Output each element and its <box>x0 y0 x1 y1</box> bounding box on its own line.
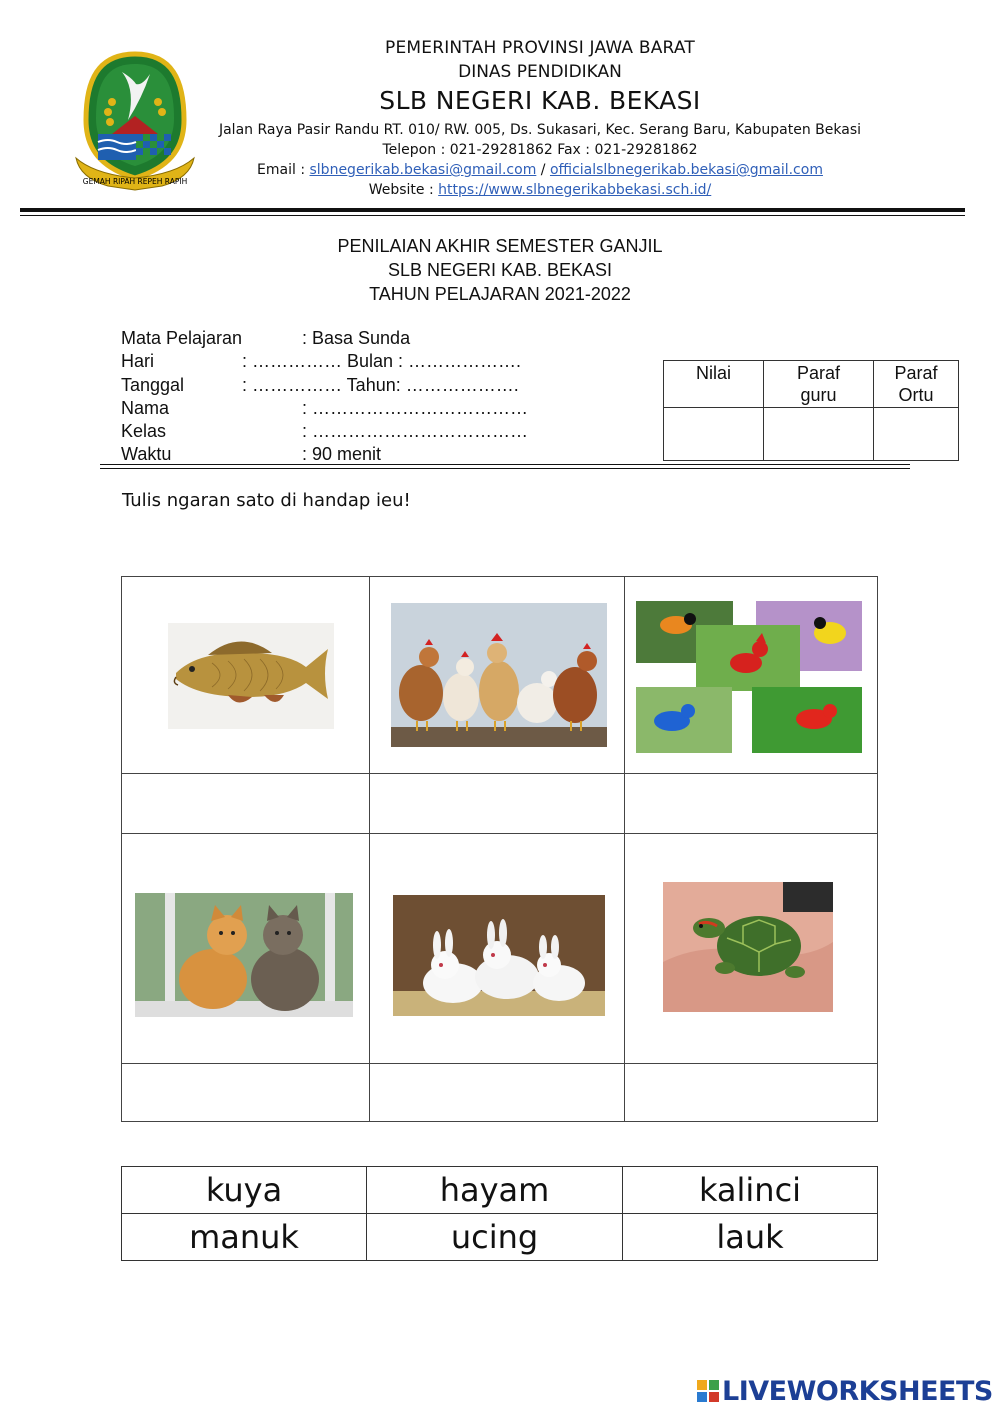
name-field: : ……………………………… <box>302 398 529 418</box>
picture-cell <box>625 834 878 1064</box>
day-month-field: : …………… Bulan : ………………. <box>242 351 522 371</box>
answer-cell[interactable] <box>625 1064 878 1122</box>
exam-year: TAHUN PELAJARAN 2021-2022 <box>369 284 631 304</box>
info-divider-2 <box>100 468 910 469</box>
website-link[interactable]: https://www.slbnegerikabbekasi.sch.id/ <box>438 182 712 198</box>
word-option[interactable]: kalinci <box>623 1167 878 1214</box>
date-label: Tanggal <box>121 375 185 395</box>
exam-title: PENILAIAN AKHIR SEMESTER GANJIL <box>337 236 663 256</box>
picture-cell <box>370 577 625 774</box>
score-header-paraf-guru: Paraf guru <box>764 361 874 408</box>
class-field: : ……………………………… <box>302 421 529 441</box>
email-separator: / <box>540 162 546 178</box>
email-link-1[interactable]: slbnegerikab.bekasi@gmail.com <box>309 162 537 178</box>
time-value: : 90 menit <box>302 444 382 464</box>
rabbits-photo <box>393 895 605 1016</box>
name-label: Nama <box>121 398 170 418</box>
liveworksheets-brand <box>697 1376 993 1407</box>
email-link-2[interactable]: officialslbnegerikab.bekasi@gmail.com <box>549 162 823 178</box>
score-cell-paraf-ortu[interactable] <box>874 408 959 461</box>
word-option[interactable]: manuk <box>122 1214 367 1261</box>
word-option[interactable]: kuya <box>122 1167 367 1214</box>
subject-value: : Basa Sunda <box>302 328 411 348</box>
word-option[interactable]: hayam <box>367 1167 623 1214</box>
letterhead-address: Jalan Raya Pasir Randu RT. 010/ RW. 005, Ds. Sukasari, Kec. Serang Baru, Kabupaten Bekasi <box>218 122 862 138</box>
picture-cell <box>122 834 370 1064</box>
date-year-field: : …………… Tahun: ………………. <box>242 375 519 395</box>
score-cell-nilai[interactable] <box>664 408 764 461</box>
score-header-paraf-ortu: Paraf Ortu <box>874 361 959 408</box>
answer-cell[interactable] <box>625 774 878 834</box>
picture-cell <box>122 577 370 774</box>
cats-photo <box>135 893 353 1017</box>
answer-cell[interactable] <box>122 774 370 834</box>
logo-motto-text: GEMAH RIPAH REPEH RAPIH <box>82 177 188 186</box>
picture-cell <box>625 577 878 774</box>
website-label: Website : <box>368 182 434 198</box>
province-logo <box>72 50 198 196</box>
score-cell-paraf-guru[interactable] <box>764 408 874 461</box>
picture-cell <box>370 834 625 1064</box>
class-label: Kelas <box>121 421 167 441</box>
chickens-photo <box>391 603 607 747</box>
turtle-photo <box>663 882 833 1012</box>
liveworksheets-logo-icon <box>697 1378 719 1400</box>
score-table <box>663 360 959 461</box>
score-header-nilai: Nilai <box>664 361 764 408</box>
letterhead-school-name: SLB NEGERI KAB. BEKASI <box>379 86 701 115</box>
fish-photo <box>168 623 334 729</box>
answer-cell[interactable] <box>370 774 625 834</box>
word-option[interactable]: lauk <box>623 1214 878 1261</box>
letterhead-government: PEMERINTAH PROVINSI JAWA BARAT <box>385 38 695 58</box>
letterhead-divider-thin <box>20 215 965 216</box>
letterhead-department: DINAS PENDIDIKAN <box>458 62 622 82</box>
word-bank-table <box>121 1166 878 1261</box>
time-label: Waktu <box>121 444 172 464</box>
animal-picture-table <box>121 576 878 1122</box>
letterhead-phone: Telepon : 021-29281862 Fax : 021-29281862 <box>382 142 698 158</box>
day-label: Hari <box>121 351 155 371</box>
instruction: Tulis ngaran sato di handap ieu! <box>122 490 411 511</box>
email-label: Email : <box>257 162 306 178</box>
exam-school: SLB NEGERI KAB. BEKASI <box>387 260 613 280</box>
letterhead-website <box>190 182 890 198</box>
birds-collage <box>636 601 862 753</box>
info-divider-1 <box>100 464 910 465</box>
letterhead-divider-thick <box>20 208 965 212</box>
subject-label: Mata Pelajaran <box>121 328 243 348</box>
answer-cell[interactable] <box>122 1064 370 1122</box>
answer-cell[interactable] <box>370 1064 625 1122</box>
brand-text: LIVEWORKSHEETS <box>722 1376 993 1407</box>
letterhead-email <box>190 162 890 178</box>
word-option[interactable]: ucing <box>367 1214 623 1261</box>
